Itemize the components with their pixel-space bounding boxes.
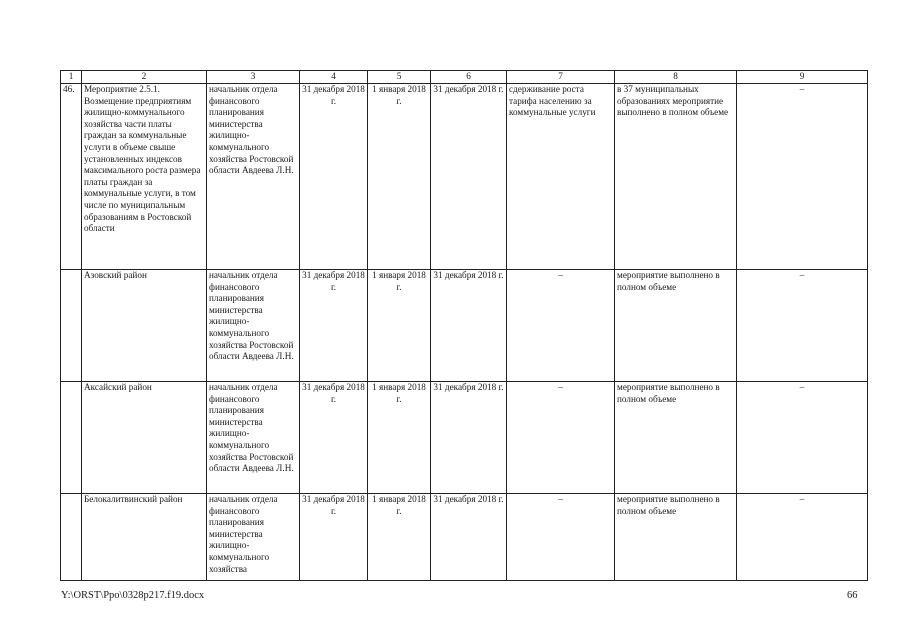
document-page <box>60 70 867 581</box>
header-cell: 6 <box>431 71 507 84</box>
report-table <box>60 70 868 581</box>
planned-end-date: 31 декабря 2018 г. <box>300 84 368 270</box>
page-number: 66 <box>847 590 858 601</box>
footer-file-path: Y:\ORST\Ppo\0328p217.f19.docx <box>61 590 205 601</box>
table-row <box>61 494 868 581</box>
actual-start-date: 1 января 2018 г. <box>368 382 431 494</box>
planned-result: сдерживание роста тарифа населению за коммунальные услуги <box>507 84 615 270</box>
actual-end-date: 31 декабря 2018 г. <box>431 494 507 581</box>
problems: – <box>737 494 868 581</box>
measure-name: Аксайский район <box>82 382 207 494</box>
actual-end-date: 31 декабря 2018 г. <box>431 84 507 270</box>
actual-start-date: 1 января 2018 г. <box>368 84 431 270</box>
actual-result: мероприятие выполнено в полном объеме <box>615 494 737 581</box>
header-cell: 3 <box>207 71 300 84</box>
responsible-person <box>207 494 300 581</box>
planned-result: – <box>507 382 615 494</box>
header-cell: 2 <box>82 71 207 84</box>
problems: – <box>737 270 868 382</box>
responsible-person: начальник отдела финансового планирования министерства жилищно-коммунального хозяйства Ростовской области Авдеева Л.Н. <box>207 84 300 270</box>
header-cell: 9 <box>737 71 868 84</box>
actual-result: мероприятие выполнено в полном объеме <box>615 382 737 494</box>
table-row <box>61 84 868 270</box>
table-row <box>61 382 868 494</box>
planned-end-date: 31 декабря 2018 г. <box>300 382 368 494</box>
row-number <box>61 270 82 382</box>
actual-result: в 37 муниципальных образованиях мероприятие выполнено в полном объеме <box>615 84 737 270</box>
planned-result: – <box>507 494 615 581</box>
responsible-text: начальник отдела финансового планирования министерства жилищно-коммунального хозяйства <box>209 494 278 574</box>
actual-start-date: 1 января 2018 г. <box>368 270 431 382</box>
header-cell: 8 <box>615 71 737 84</box>
row-number <box>61 494 82 581</box>
measure-name: Азовский район <box>82 270 207 382</box>
header-row <box>61 71 868 84</box>
header-cell: 1 <box>61 71 82 84</box>
planned-end-date: 31 декабря 2018 г. <box>300 270 368 382</box>
problems: – <box>737 84 868 270</box>
problems: – <box>737 382 868 494</box>
measure-name: Мероприятие 2.5.1. Возмещение предприятиям жилищно-коммунального хозяйства части платы граждан за коммунальные услуги в объеме свыше установленных индексов максимального роста размера платы граждан за коммунальные услуги, в том числе по муниципальным образованиям в Ростовской области <box>82 84 207 270</box>
table-row <box>61 270 868 382</box>
header-cell: 5 <box>368 71 431 84</box>
measure-name: Белокалитвинский район <box>82 494 207 581</box>
actual-start-date: 1 января 2018 г. <box>368 494 431 581</box>
actual-result: мероприятие выполнено в полном объеме <box>615 270 737 382</box>
row-number: 46. <box>61 84 82 270</box>
actual-end-date: 31 декабря 2018 г. <box>431 270 507 382</box>
actual-end-date: 31 декабря 2018 г. <box>431 382 507 494</box>
planned-result: – <box>507 270 615 382</box>
row-number <box>61 382 82 494</box>
planned-end-date: 31 декабря 2018 г. <box>300 494 368 581</box>
responsible-person: начальник отдела финансового планирования министерства жилищно-коммунального хозяйства Ростовской области Авдеева Л.Н. <box>207 270 300 382</box>
header-cell: 7 <box>507 71 615 84</box>
header-cell: 4 <box>300 71 368 84</box>
responsible-person: начальник отдела финансового планирования министерства жилищно-коммунального хозяйства Ростовской области Авдеева Л.Н. <box>207 382 300 494</box>
